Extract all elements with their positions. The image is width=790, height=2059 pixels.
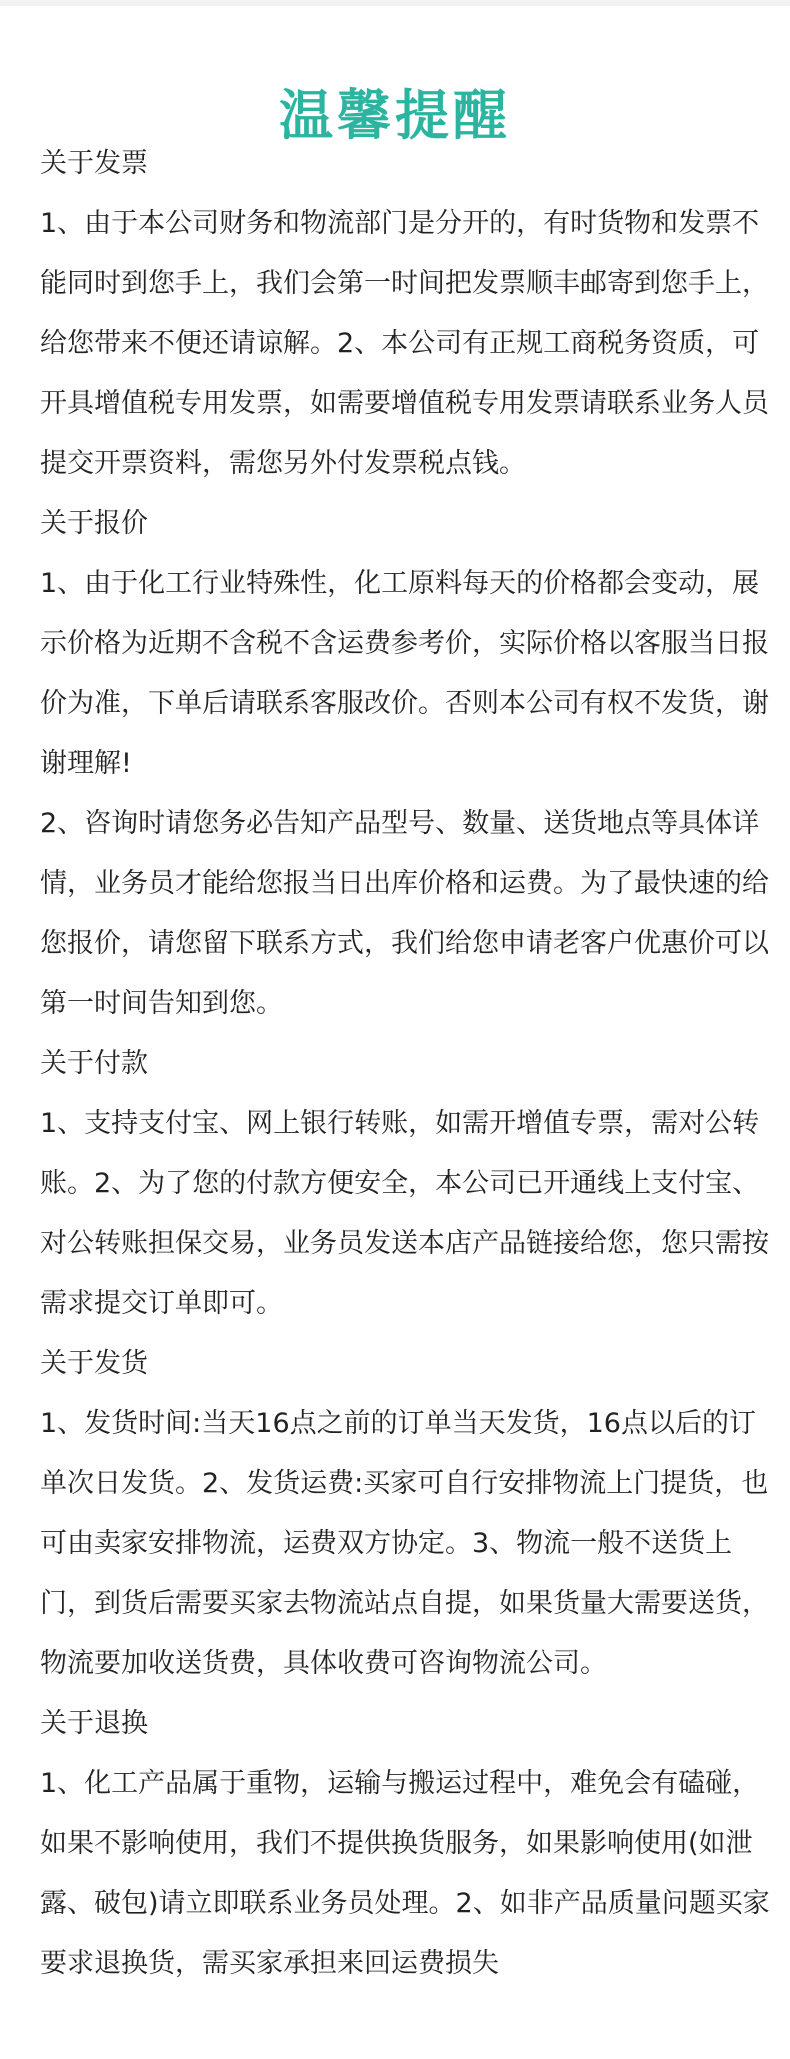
section-invoice	[40, 134, 770, 494]
section-heading-payment: 关于付款	[40, 1048, 148, 1079]
page-title: 温馨提醒	[279, 84, 511, 148]
section-paragraph: 1、由于化工行业特殊性，化工原料每天的价格都会变动，展示价格为近期不含税不含运费参考价，实际价格以客服当日报价为准，下单后请联系客服改价。否则本公司有权不发货，谢谢理解!	[40, 568, 769, 779]
section-heading-quote: 关于报价	[40, 508, 148, 539]
section-paragraph: 1、发货时间:当天16点之前的订单当天发货，16点以后的订单次日发货。2、发货运费:买家可自行安排物流上门提货，也可由卖家安排物流，运费双方协定。3、物流一般不送货上门，到货后需要买家去物流站点自提，如果货量大需要送货，物流要加收送货费，具体收费可咨询物流公司。	[40, 1408, 769, 1679]
section-paragraph: 1、化工产品属于重物，运输与搬运过程中，难免会有磕碰，如果不影响使用，我们不提供换货服务，如果影响使用(如泄露、破包)请立即联系业务员处理。2、如非产品质量问题买家要求退换货，需买家承担来回运费损失	[40, 1768, 770, 1979]
section-paragraph: 1、由于本公司财务和物流部门是分开的，有时货物和发票不能同时到您手上，我们会第一时间把发票顺丰邮寄到您手上，给您带来不便还请谅解。2、本公司有正规工商税务资质，可开具增值税专用发票，如需要增值税专用发票请联系业务人员提交开票资料，需您另外付发票税点钱。	[40, 208, 769, 479]
section-payment	[40, 1034, 770, 1334]
section-heading-returns: 关于退换	[40, 1708, 148, 1739]
section-heading-invoice: 关于发票	[40, 148, 148, 179]
top-strip	[0, 0, 790, 6]
section-heading-shipping: 关于发货	[40, 1348, 148, 1379]
section-paragraph: 1、支持支付宝、网上银行转账，如需开增值专票，需对公转账。2、为了您的付款方便安全，本公司已开通线上支付宝、对公转账担保交易，业务员发送本店产品链接给您，您只需按需求提交订单即可。	[40, 1108, 769, 1319]
notice-content	[40, 134, 770, 1994]
section-shipping	[40, 1334, 770, 1694]
section-paragraph: 2、咨询时请您务必告知产品型号、数量、送货地点等具体详情，业务员才能给您报当日出库价格和运费。为了最快速的给您报价，请您留下联系方式，我们给您申请老客户优惠价可以第一时间告知到您。	[40, 808, 769, 1019]
section-returns	[40, 1694, 770, 1994]
section-quote	[40, 494, 770, 1034]
